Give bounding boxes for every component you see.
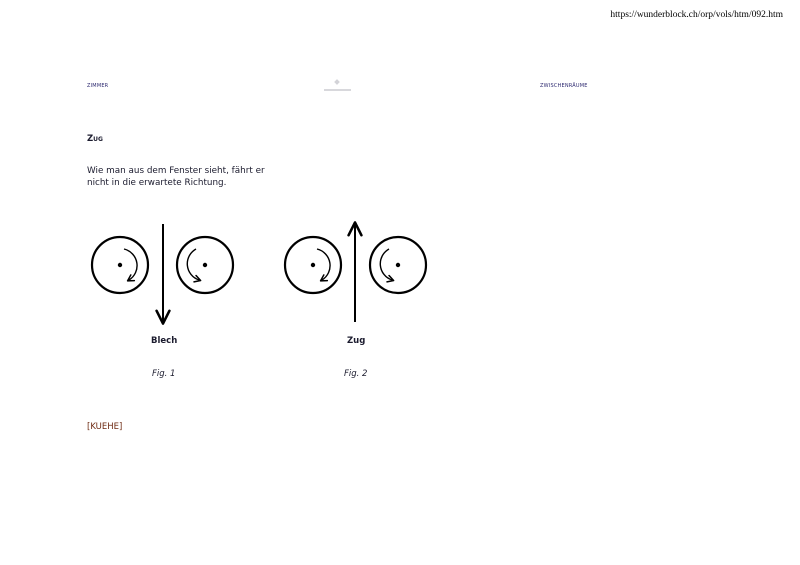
wheel-left-1 bbox=[92, 237, 148, 293]
page-url: https://wunderblock.ch/orp/vols/htm/092.htm bbox=[610, 10, 783, 20]
nav-prev-link[interactable]: zimmer bbox=[87, 81, 109, 89]
nav-next-link[interactable]: zwischenräume bbox=[540, 81, 588, 89]
rotation-arrow-icon bbox=[317, 249, 330, 280]
figure-1-caption: Fig. 1 bbox=[152, 369, 176, 379]
figure-1 bbox=[92, 224, 233, 322]
rotation-arrow-icon bbox=[187, 249, 199, 280]
figure-2 bbox=[285, 224, 426, 322]
wheel-right-1 bbox=[177, 237, 233, 293]
page-title: Zug bbox=[87, 134, 103, 144]
figure-1-label: Blech bbox=[151, 336, 178, 346]
wheel-right-2 bbox=[370, 237, 426, 293]
reference-link[interactable]: [KUEHE] bbox=[87, 422, 123, 432]
figure-2-label: Zug bbox=[347, 336, 366, 346]
rotation-arrow-icon bbox=[124, 249, 137, 280]
wheel-left-2 bbox=[285, 237, 341, 293]
rotation-arrow-icon bbox=[380, 249, 392, 280]
body-text: Wie man aus dem Fenster sieht, fährt er nicht in die erwartete Richtung. bbox=[87, 166, 265, 188]
figure-2-caption: Fig. 2 bbox=[344, 369, 368, 379]
